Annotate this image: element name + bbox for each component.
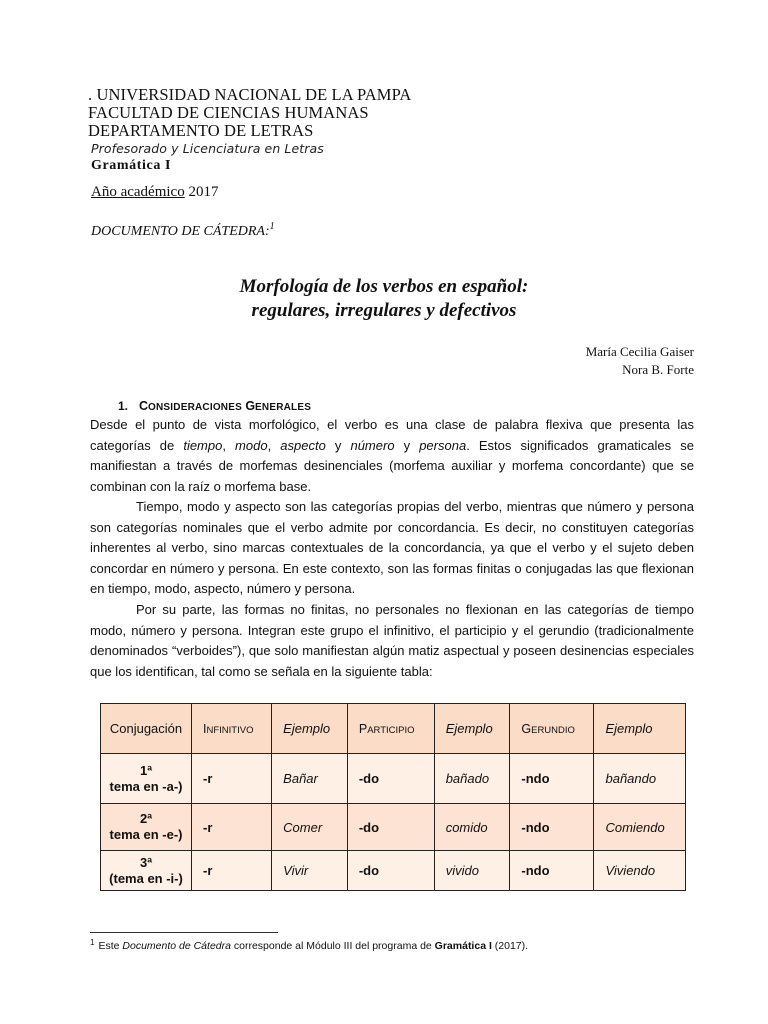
cell-gerundio-ejemplo: bañando — [594, 754, 686, 804]
conjugation-number: 2ª — [139, 811, 153, 826]
cell-conjugacion — [101, 754, 192, 804]
header-ejemplo-2: Ejemplo — [434, 704, 510, 754]
paragraph-2: Tiempo, modo y aspecto son las categorías propias del verbo, mientras que número y persona son categorías nominales que el verbo admite por concordancia. Es decir, no constituyen categorías inherentes al verbo, sino marcas contextuales de la concordancia, ya que el verbo y el sujeto deben concordar en número y persona. En este contexto, son las formas finitas o conjugadas las que flexionan en tiempo, modo, aspecto, número y persona. — [90, 499, 694, 597]
footnote-text-c: (2017). — [491, 940, 529, 952]
table-row — [101, 851, 686, 891]
cell-gerundio: -ndo — [510, 851, 594, 891]
cell-gerundio: -ndo — [510, 804, 594, 851]
header-ejemplo-3: Ejemplo — [594, 704, 686, 754]
cell-infinitivo-ejemplo: Vivir — [272, 851, 348, 891]
cell-participio-ejemplo: comido — [434, 804, 510, 851]
footnote-bold: Gramática I — [434, 940, 492, 952]
section-initial-1: C — [139, 399, 149, 413]
header-participio-rest: ARTICIPIO — [367, 725, 415, 736]
header-conjugacion — [101, 704, 192, 754]
academic-year-label: Año académico — [91, 184, 185, 200]
header-infinitivo-rest: NFINITIVO — [206, 725, 254, 736]
section-rest-1: ONSIDERACIONES — [148, 402, 242, 413]
header-gerundio-rest: ERUNDIO — [531, 725, 575, 736]
university-name: . UNIVERSIDAD NACIONAL DE LA PAMPA — [88, 85, 412, 104]
conjugation-theme: (tema en -i-) — [109, 870, 183, 886]
footnote-text-b: corresponde al Módulo III del programa de — [230, 940, 435, 952]
paragraph-3: Por su parte, las formas no finitas, no personales no flexionan en las categorías de tiempo modo, número y persona. Integran este grupo el infinitivo, el participio y el gerundio (tradicionalmente denominados “verboides”), que solo manifiestan algún matiz aspectual y poseen desinencias especiales que los identifican, tal como se señala en la siguiente tabla: — [90, 602, 694, 679]
cell-infinitivo: -r — [192, 851, 272, 891]
document-title-line-2: regulares, irregulares y defectivos — [251, 300, 517, 321]
cell-participio: -do — [347, 804, 434, 851]
conjugation-number: 1ª — [139, 762, 153, 778]
header-ejemplo-1: Ejemplo — [272, 704, 348, 754]
p1-sep-2: , — [267, 437, 281, 453]
table-row — [101, 754, 686, 804]
header-infinitivo-initial: I — [203, 722, 207, 736]
cell-participio: -do — [347, 754, 434, 804]
header-gerundio — [510, 704, 594, 754]
verb-forms-table — [100, 703, 686, 891]
p1-sep-4: y — [394, 437, 420, 453]
header-infinitivo — [192, 704, 272, 754]
academic-year-value: 2017 — [188, 184, 219, 200]
footnote-reference: 1 — [269, 221, 275, 232]
table-header-row — [101, 704, 686, 754]
table-row — [101, 804, 686, 851]
section-initial-2: G — [245, 399, 256, 413]
conjugation-theme: tema en -e-) — [109, 827, 183, 842]
conjugation-theme: tema en -a-) — [109, 778, 183, 794]
p1-term-tiempo: tiempo — [183, 437, 223, 453]
department-name: DEPARTAMENTO DE LETRAS — [88, 121, 314, 140]
document-label — [91, 221, 275, 240]
document-title-line-1: Morfología de los verbos en español: — [239, 276, 529, 297]
p1-term-numero: número — [350, 437, 395, 453]
cell-gerundio-ejemplo: Comiendo — [594, 804, 686, 851]
p1-term-aspecto: aspecto — [280, 437, 326, 453]
academic-year — [91, 184, 218, 201]
section-number: 1. — [118, 399, 129, 413]
cell-infinitivo: -r — [192, 754, 272, 804]
cell-conjugacion — [101, 851, 192, 891]
section-rest-2: ENERALES — [255, 402, 312, 413]
header-gerundio-initial: G — [521, 722, 532, 736]
course-name: Gramática I — [91, 158, 172, 173]
p1-sep-3: y — [325, 437, 351, 453]
footnote-text-a: Este — [98, 940, 123, 952]
cell-infinitivo-ejemplo: Bañar — [272, 754, 348, 804]
conjugation-number: 3ª — [139, 854, 153, 870]
footnote-divider — [90, 932, 278, 933]
header-participio — [347, 704, 434, 754]
cell-infinitivo: -r — [192, 804, 272, 851]
footnote-mark: 1 — [90, 938, 95, 947]
footnote-italic: Documento de Cátedra — [122, 940, 231, 952]
p1-text-a: Desde el punto de vista morfológico, el verbo es una clase de palabra flexiva que presenta las categorías de — [90, 417, 694, 453]
p1-term-persona: persona — [419, 437, 467, 453]
cell-conjugacion — [101, 804, 192, 851]
paragraph-1 — [90, 415, 694, 497]
faculty-name: FACULTAD DE CIENCIAS HUMANAS — [88, 103, 369, 122]
cell-participio: -do — [347, 851, 434, 891]
p1-term-modo: modo — [235, 437, 268, 453]
author-1: María Cecilia Gaiser — [585, 344, 694, 359]
cell-gerundio: -ndo — [510, 754, 594, 804]
section-heading — [118, 399, 311, 413]
footnote — [90, 938, 528, 952]
p1-text-b: . Estos significados gramaticales se manifiestan a través de morfemas desinenciales (morfema auxiliar y morfema concordante) que se combinan con la raíz o morfema base. — [90, 437, 694, 494]
cell-participio-ejemplo: vivido — [434, 851, 510, 891]
header-participio-initial: P — [358, 722, 368, 736]
program-name: Profesorado y Licenciatura en Letras — [91, 141, 324, 156]
cell-gerundio-ejemplo: Viviendo — [594, 851, 686, 891]
header-conjugacion-text: Conjugación — [109, 721, 183, 736]
cell-infinitivo-ejemplo: Comer — [272, 804, 348, 851]
document-label-text: DOCUMENTO DE CÁTEDRA: — [91, 224, 270, 239]
author-2: Nora B. Forte — [622, 362, 694, 377]
p1-sep-1: , — [222, 437, 236, 453]
cell-participio-ejemplo: bañado — [434, 754, 510, 804]
